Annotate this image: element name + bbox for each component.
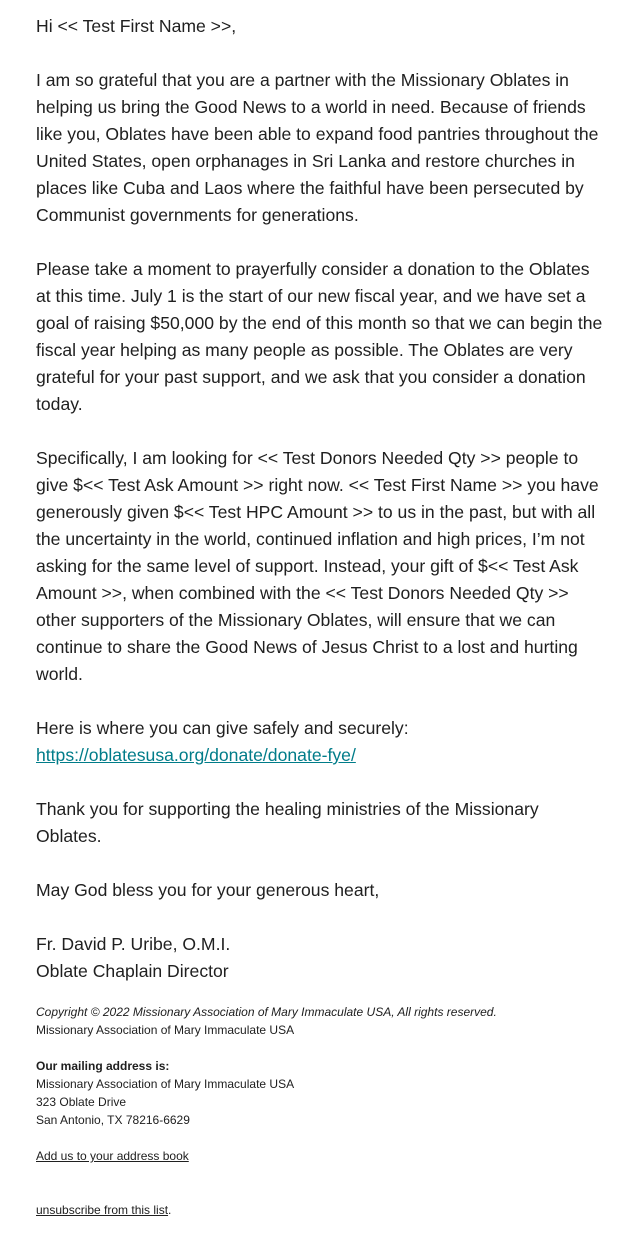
email-content [36,13,606,1219]
letter-body [36,13,606,985]
mailing-address-label: Our mailing address is: [36,1059,170,1073]
signer-name: Fr. David P. Uribe, O.M.I. [36,934,231,954]
email-footer [36,1003,606,1219]
address-org: Missionary Association of Mary Immaculate USA [36,1077,295,1091]
address-city: San Antonio, TX 78216-6629 [36,1113,190,1127]
give-intro-text: Here is where you can give safely and securely: [36,718,409,738]
spacer [36,1039,606,1057]
spacer [36,1129,606,1147]
signature [36,931,606,985]
signer-title: Oblate Chaplain Director [36,961,229,981]
address-street: 323 Oblate Drive [36,1095,127,1109]
paragraph-give [36,715,606,769]
donate-link[interactable]: https://oblatesusa.org/donate/donate-fye/ [36,745,356,765]
greeting: Hi << Test First Name >>, [36,16,237,36]
paragraph-thanks: Thank you for supporting the healing ministries of the Missionary Oblates. [36,799,539,846]
spacer [36,1165,606,1201]
paragraph-partnership: I am so grateful that you are a partner with the Missionary Oblates in helping us bring the Good News to a world in need. Because of friends like you, Oblates have been able to expand food pantries throughout the United States, open orphanages in Sri Lanka and restore churches in places like Cuba and Laos where the faithful have been persecuted by Communist governments for generations. [36,70,599,225]
paragraph-blessing: May God bless you for your generous heart, [36,880,380,900]
paragraph-fiscal-year: Please take a moment to prayerfully consider a donation to the Oblates at this time. July 1 is the start of our new fiscal year, and we have set a goal of raising $50,000 by the end of this month so that we can begin the fiscal year helping as many people as possible. The Oblates are very grateful for your past support, and we ask that you consider a donation today. [36,259,603,414]
add-address-book-link[interactable]: Add us to your address book [36,1149,189,1163]
unsubscribe-line [36,1201,606,1219]
unsubscribe-suffix: . [168,1203,172,1217]
unsubscribe-link[interactable]: unsubscribe from this list [36,1203,169,1217]
paragraph-ask: Specifically, I am looking for << Test Donors Needed Qty >> people to give $<< Test Ask Amount >> right now. << Test First Name >> you have generously given $<< Test HPC Amount >> to us in the past, but with all the uncertainty in the world, continued inflation and high prices, I’m not asking for the same level of support. Instead, your gift of $<< Test Ask Amount >>, when combined with the << Test Donors Needed Qty >> other supporters of the Missionary Oblates, will ensure that we can continue to share the Good News of Jesus Christ to a lost and hurting world. [36,448,599,684]
footer-org-name: Missionary Association of Mary Immaculate USA [36,1023,295,1037]
copyright-text: Copyright © 2022 Missionary Association of Mary Immaculate USA, All rights reserved. [36,1005,497,1019]
